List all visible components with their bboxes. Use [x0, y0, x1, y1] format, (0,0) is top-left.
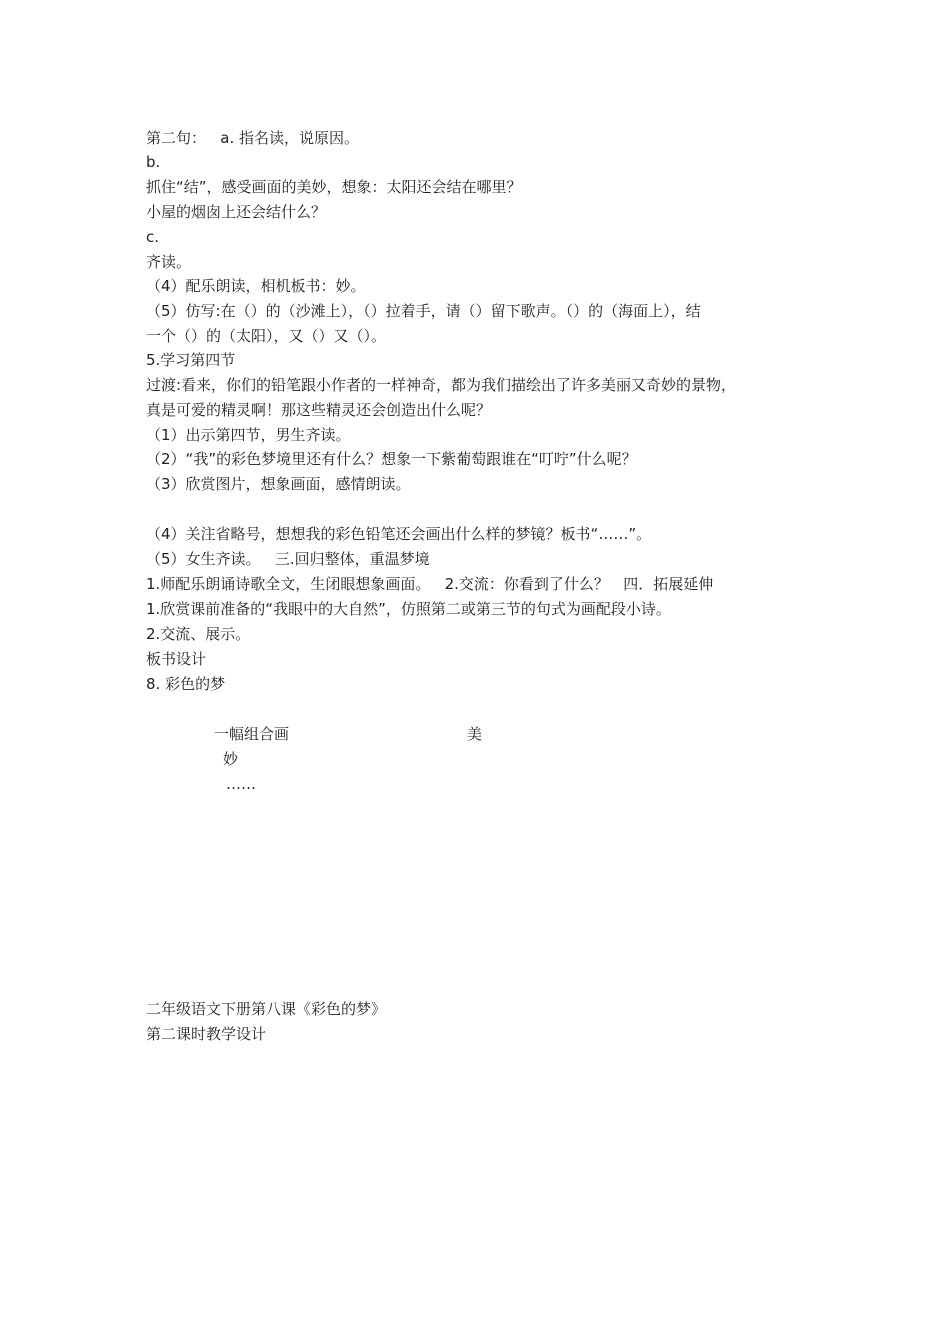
text-line: 第二句： a. 指名读，说原因。	[146, 129, 360, 147]
text-line: （4）关注省略号，想想我的彩色铅笔还会画出什么样的梦镜？板书“……”。	[146, 525, 652, 543]
text-line: （2）“我”的彩色梦境里还有什么？想象一下紫葡萄跟谁在“叮咛”什么呢？	[146, 450, 637, 468]
text-line: 1.师配乐朗诵诗歌全文，生闭眼想象画面。 2.交流：你看到了什么？ 四．拓展延伸	[146, 575, 714, 593]
text-line: 抓住“结”，感受画面的美妙，想象：太阳还会结在哪里？	[146, 178, 522, 196]
board-ellipsis: ……	[226, 775, 256, 793]
board-left-text: 一幅组合画	[214, 725, 290, 743]
text-line: 齐读。	[146, 253, 192, 271]
section-heading: 板书设计	[146, 650, 207, 668]
text-line: 过渡:看来，你们的铅笔跟小作者的一样神奇，都为我们描绘出了许多美丽又奇妙的景物，	[146, 376, 737, 394]
text-line: （3）欣赏图片，想象画面，感情朗读。	[146, 475, 411, 493]
board-right-text: 美	[467, 725, 483, 743]
document-title: 二年级语文下册第八课《彩色的梦》	[146, 1000, 387, 1018]
board-mid-text: 妙	[223, 750, 239, 768]
document-subtitle: 第二课时教学设计	[146, 1025, 267, 1043]
text-line: （1）出示第四节，男生齐读。	[146, 426, 351, 444]
text-line: （4）配乐朗读，相机板书：妙。	[146, 277, 366, 295]
text-line: （5）女生齐读。 三.回归整体，重温梦境	[146, 550, 430, 568]
board-title: 8. 彩色的梦	[146, 675, 226, 693]
section-heading: 5.学习第四节	[146, 351, 236, 369]
text-line: 真是可爱的精灵啊！那这些精灵还会创造出什么呢？	[146, 401, 492, 419]
text-line: 一个（）的（太阳），又（）又（）。	[146, 327, 387, 345]
text-line: b.	[146, 153, 161, 171]
text-line: （5）仿写:在（）的（沙滩上），（）拉着手，请（）留下歌声。（）的（海面上），结	[146, 302, 701, 320]
text-line: 2.交流、展示。	[146, 625, 251, 643]
text-line: 小屋的烟囱上还会结什么？	[146, 203, 327, 221]
text-line: 1.欣赏课前准备的“我眼中的大自然”，仿照第二或第三节的句式为画配段小诗。	[146, 600, 671, 618]
text-line: c.	[146, 228, 160, 246]
